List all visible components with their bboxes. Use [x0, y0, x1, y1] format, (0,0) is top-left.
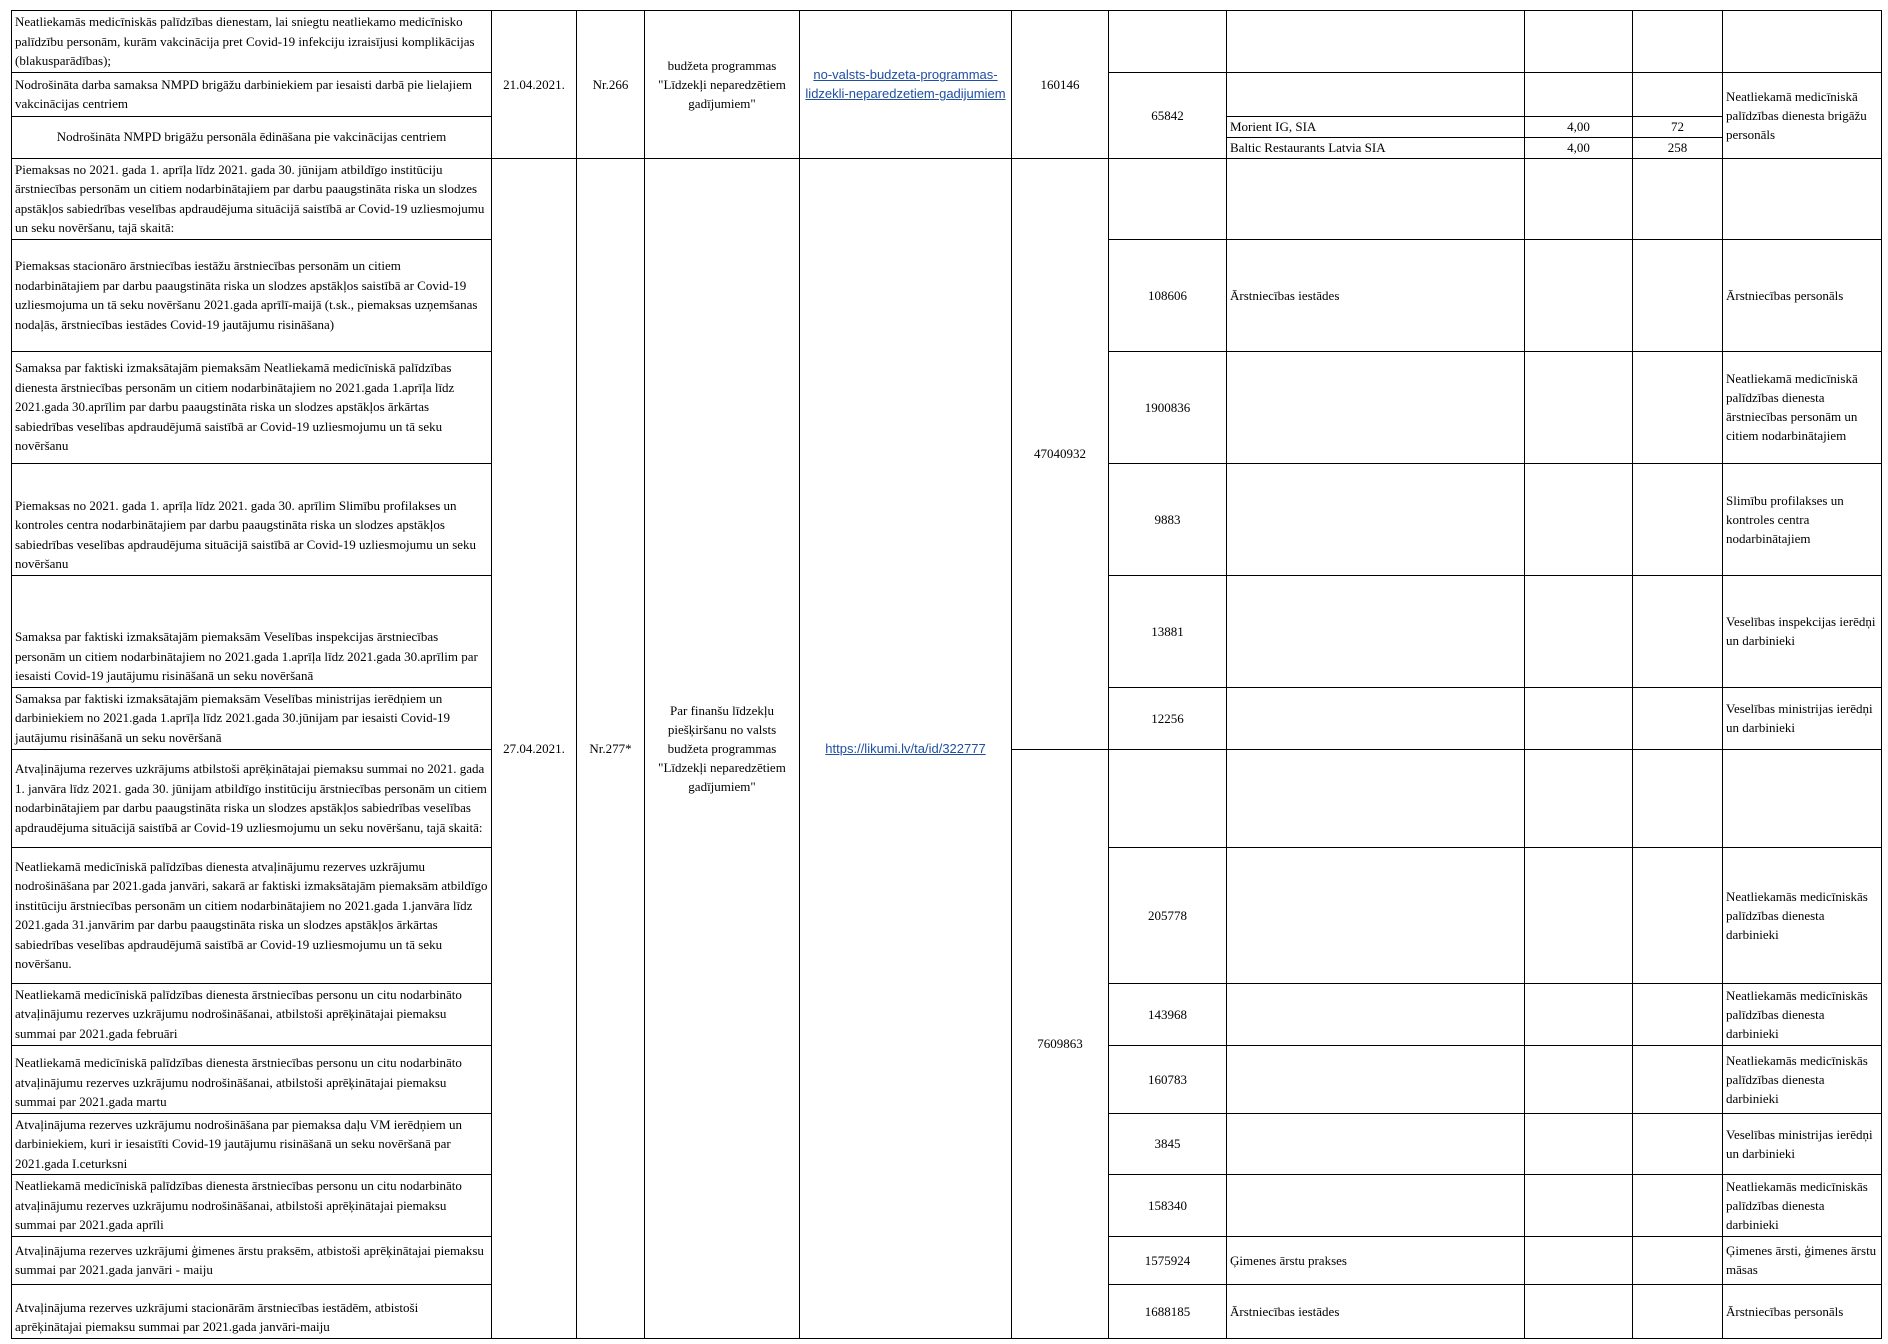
- decision-date: 21.04.2021.: [492, 11, 577, 159]
- row-amount: 13881: [1109, 575, 1227, 687]
- recipients: Veselības inspekcijas ierēdņi un darbinieki: [1723, 575, 1882, 687]
- row-amount: 160783: [1109, 1045, 1227, 1113]
- allocation-table: [11, 10, 1882, 1339]
- legal-act-link[interactable]: no-valsts-budzeta-programmas-lidzekli-neparedzetiem-gadijumiem: [805, 67, 1006, 102]
- recipients: Ārstniecības personāls: [1723, 239, 1882, 351]
- legal-link-cell: [800, 11, 1012, 159]
- recipients: Neatliekamās medicīniskās palīdzības dienesta darbinieki: [1723, 1175, 1882, 1237]
- order-number: Nr.266: [577, 11, 645, 159]
- row-description: Samaksa par faktiski izmaksātajām piemaksām Veselības inspekcijas ārstniecības personām un citiem nodarbinātajiem no 2021.gada 1.aprīļa līdz 2021.gada 30.aprīlim par iesaisti Covid-19 jautājumu risināšanā un seku novēršanā: [12, 575, 492, 687]
- recipients: Veselības ministrijas ierēdņi un darbinieki: [1723, 687, 1882, 749]
- table-row: [12, 158, 1882, 239]
- recipient-group: Neatliekamā medicīniskā palīdzības dienesta brigāžu personāls: [1723, 72, 1882, 158]
- supplier-price: 4,00: [1525, 137, 1632, 158]
- institution: Ārstniecības iestādes: [1227, 239, 1525, 351]
- row-description: Piemaksas stacionāro ārstniecības iestāžu ārstniecības personām un citiem nodarbinātajiem par darbu paaugstināta riska un slodzes apstākļos saistībā ar Covid-19 uzliesmojuma un tā seku novēršanu 2021.gada aprīlī-maijā (t.sk., piemaksas uzņemšanas nodaļās, ārstniecības iestādes Covid-19 jautājumu risināšana): [12, 239, 492, 351]
- supplier-prices: [1525, 116, 1633, 158]
- row-amount: 1575924: [1109, 1236, 1227, 1284]
- row-description: Atvaļinājuma rezerves uzkrājumu nodrošināšana par piemaksa daļu VM ierēdņiem un darbiniekiem, kuri ir iesaistīti Covid-19 jautājumu risināšanā un seku novēršanā par 2021.gada I.ceturksni: [12, 1113, 492, 1175]
- row-amount: 158340: [1109, 1175, 1227, 1237]
- legal-link-cell: [800, 158, 1012, 1338]
- row-description: Samaksa par faktiski izmaksātajām piemaksām Veselības ministrijas ierēdņiem un darbiniekiem no 2021.gada 1.aprīļa līdz 2021.gada 30.jūnijam par iesaisti Covid-19 jautājumu risināšanā un seku novēršanā: [12, 687, 492, 749]
- recipients: Veselības ministrijas ierēdņi un darbinieki: [1723, 1113, 1882, 1175]
- supplier-qty: 72: [1671, 118, 1684, 134]
- row-amount: 3845: [1109, 1113, 1227, 1175]
- row-description: Samaksa par faktiski izmaksātajām piemaksām Neatliekamā medicīniskā palīdzības dienesta ārstniecības personām un citiem nodarbinātajiem no 2021.gada 1.aprīļa līdz 2021.gada 30.aprīlim par darbu paaugstināta riska un slodzes apstākļos ārkārtas sabiedrības veselības apdraudējumā saistībā ar Covid-19 uzliesmojumu un tā seku novēršanu: [12, 351, 492, 463]
- budget-program: budžeta programmas "Līdzekļi neparedzētiem gadījumiem": [645, 11, 800, 159]
- row-description: Atvaļinājuma rezerves uzkrājumi ģimenes ārstu praksēm, atbistoši aprēķinātajai piemaksu summai par 2021.gada janvāri - maiju: [12, 1236, 492, 1284]
- group-total: 160146: [1012, 11, 1109, 159]
- recipients: Neatliekamā medicīniskā palīdzības dienesta ārstniecības personām un citiem nodarbinātajiem: [1723, 351, 1882, 463]
- row-amount: 12256: [1109, 687, 1227, 749]
- row-amount: 1688185: [1109, 1284, 1227, 1338]
- budget-program: Par finanšu līdzekļu piešķiršanu no valsts budžeta programmas "Līdzekļi neparedzētiem gadījumiem": [645, 158, 800, 1338]
- institution: Ārstniecības iestādes: [1227, 1284, 1525, 1338]
- supplier-price: 4,00: [1567, 118, 1590, 134]
- row-description: Neatliekamā medicīniskā palīdzības dienesta ārstniecības personu un citu nodarbināto atvaļinājumu rezerves uzkrājumu nodrošināšanai, atbilstoši aprēķinātajai piemaksu summai par 2021.gada martu: [12, 1045, 492, 1113]
- table-row: [12, 11, 1882, 73]
- recipients: Neatliekamās medicīniskās palīdzības dienesta darbinieki: [1723, 847, 1882, 983]
- row-amount: 143968: [1109, 983, 1227, 1045]
- order-number: Nr.277*: [577, 158, 645, 1338]
- row-amount: [1109, 749, 1227, 847]
- row-description: Neatliekamā medicīniskā palīdzības dienesta atvaļinājumu rezerves uzkrājumu nodrošināšana par 2021.gada janvāri, sakarā ar faktiski izmaksātajām piemaksām atbildīgo institūciju ārstniecības personām un citiem nodarbinātajiem no 2021.gada 1.janvāra līdz 2021.gada 31.janvārim par darbu paaugstināta riska un slodzes apstākļos ārkārtas sabiedrības veselības apdraudējumā saistībā ar Covid-19 uzliesmojumu un tā seku novēršanu.: [12, 847, 492, 983]
- row-amount: [1109, 11, 1227, 73]
- group-total-a: 47040932: [1012, 158, 1109, 749]
- row-amount: 9883: [1109, 463, 1227, 575]
- row-description: Neatliekamā medicīniskā palīdzības dienesta ārstniecības personu un citu nodarbināto atvaļinājumu rezerves uzkrājumu nodrošināšanai, atbilstoši aprēķinātajai piemaksu summai par 2021.gada aprīli: [12, 1175, 492, 1237]
- recipients: Ārstniecības personāls: [1723, 1284, 1882, 1338]
- legal-act-link[interactable]: https://likumi.lv/ta/id/322777: [825, 740, 986, 756]
- row-amount: 1900836: [1109, 351, 1227, 463]
- row-amount: 108606: [1109, 239, 1227, 351]
- row-description: Piemaksas no 2021. gada 1. aprīļa līdz 2021. gada 30. jūnijam atbildīgo institūciju ārstniecības personām un citiem nodarbinātajiem par darbu paaugstināta riska un slodzes apstākļos sabiedrības veselības apdraudējuma situācijā saistībā ar Covid-19 uzliesmojumu un seku novēršanu, tajā skaitā:: [12, 158, 492, 239]
- decision-date: 27.04.2021.: [492, 158, 577, 1338]
- row-amount: 205778: [1109, 847, 1227, 983]
- row-amount: 65842: [1109, 72, 1227, 158]
- row-description: Nodrošināta NMPD brigāžu personāla ēdināšana pie vakcinācijas centriem: [12, 116, 492, 158]
- group-total-b: 7609863: [1012, 749, 1109, 1338]
- supplier-qty: 258: [1633, 137, 1722, 158]
- row-description: Atvaļinājuma rezerves uzkrājums atbilstoši aprēķinātajai piemaksu summai no 2021. gada 1. janvāra līdz 2021. gada 30. jūnijam atbildīgo institūciju ārstniecības personām un citiem nodarbinātajiem par darbu paaugstināta riska un slodzes apstākļos sabiedrības veselības apdraudējuma situācijā saistībā ar Covid-19 uzliesmojumu un seku novēršanu, tajā skaitā:: [12, 749, 492, 847]
- supplier-name: Baltic Restaurants Latvia SIA: [1227, 137, 1524, 158]
- row-description: Nodrošināta darba samaksa NMPD brigāžu darbiniekiem par iesaisti darbā pie lielajiem vakcinācijas centriem: [12, 72, 492, 116]
- row-description: Piemaksas no 2021. gada 1. aprīļa līdz 2021. gada 30. aprīlim Slimību profilakses un kontroles centra nodarbinātajiem par darbu paaugstināta riska un slodzes apstākļos sabiedrības veselības apdraudējuma situācijā saistībā ar Covid-19 uzliesmojumu un seku novēršanu: [12, 463, 492, 575]
- supplier-quantities: [1633, 116, 1723, 158]
- recipients: Neatliekamās medicīniskās palīdzības dienesta darbinieki: [1723, 983, 1882, 1045]
- row-amount: [1109, 158, 1227, 239]
- row-description: Neatliekamās medicīniskās palīdzības dienestam, lai sniegtu neatliekamo medicīnisko palīdzību personām, kurām vakcinācija pret Covid-19 infekciju izraisījusi komplikācijas (blakusparādības);: [12, 11, 492, 73]
- supplier-name: Morient IG, SIA: [1230, 118, 1317, 134]
- recipients: Slimību profilakses un kontroles centra nodarbinātajiem: [1723, 463, 1882, 575]
- institution: Ģimenes ārstu prakses: [1227, 1236, 1525, 1284]
- supplier-names: [1227, 116, 1525, 158]
- recipients: Neatliekamās medicīniskās palīdzības dienesta darbinieki: [1723, 1045, 1882, 1113]
- recipients: Ģimenes ārsti, ģimenes ārstu māsas: [1723, 1236, 1882, 1284]
- row-description: Neatliekamā medicīniskā palīdzības dienesta ārstniecības personu un citu nodarbināto atvaļinājumu rezerves uzkrājumu nodrošināšanai, atbilstoši aprēķinātajai piemaksu summai par 2021.gada februāri: [12, 983, 492, 1045]
- row-description: Atvaļinājuma rezerves uzkrājumi stacionārām ārstniecības iestādēm, atbistoši aprēķinātajai piemaksu summai par 2021.gada janvāri-maiju: [12, 1284, 492, 1338]
